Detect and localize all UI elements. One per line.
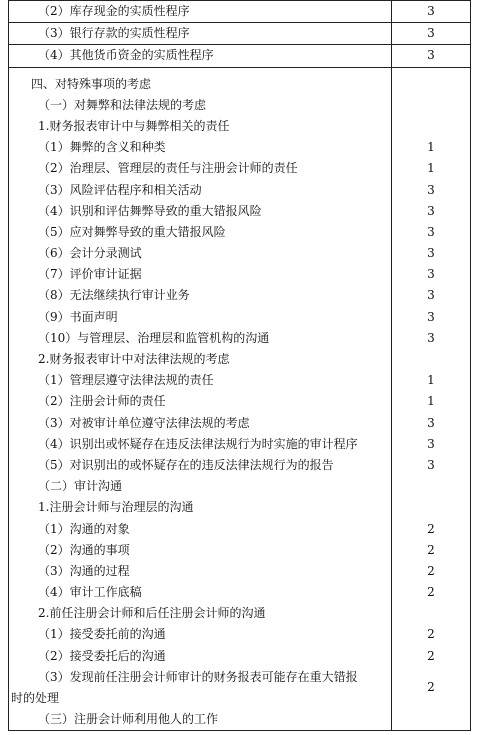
- level-value: 3: [427, 246, 435, 261]
- topic-line: （一）对舞弊和法律法规的考虑: [38, 97, 207, 112]
- level-value: 3: [427, 182, 435, 197]
- level-value: 3: [427, 436, 435, 451]
- topic-line: （7）评价审计证据: [38, 267, 142, 282]
- level-value: [392, 95, 470, 116]
- topic-line: （4）识别和评估舞弊导致的重大错报风险: [38, 203, 262, 218]
- topic-cell: [9, 1, 392, 23]
- topic-text: （4）其他货币资金的实质性程序: [38, 48, 214, 63]
- topic-line: （8）无法继续执行审计业务: [38, 288, 190, 303]
- topic-line: （3）对被审计单位遵守法律法规的考虑: [38, 415, 250, 430]
- level-value: 1: [427, 140, 435, 155]
- wrapped-topic-continuation: 时的处理: [11, 691, 60, 705]
- topic-line: 1.注册会计师与治理层的沟通: [38, 500, 194, 515]
- level-value: 2: [427, 627, 435, 642]
- level-value: 1: [427, 394, 435, 409]
- level-value: 3: [427, 415, 435, 430]
- level-value: [392, 603, 470, 624]
- syllabus-table: [8, 0, 471, 731]
- level-value: 3: [427, 26, 435, 41]
- topic-text: （2）库存现金的实质性程序: [38, 4, 190, 18]
- table-row: [9, 1, 471, 23]
- level-blank: [392, 74, 470, 95]
- level-value: [392, 476, 470, 497]
- level-value: 3: [427, 457, 435, 472]
- level-value: 1: [427, 373, 435, 388]
- topic-line: （10）与管理层、治理层和监管机构的沟通: [38, 330, 270, 345]
- level-value: 3: [427, 330, 435, 345]
- level-value: 2: [427, 542, 435, 557]
- topic-line: （4）识别出或怀疑存在违反法律法规行为时实施的审计程序: [38, 436, 358, 451]
- topic-line: （4）审计工作底稿: [38, 585, 142, 600]
- level-value: 1: [427, 161, 435, 176]
- section-level-cell: [392, 67, 471, 731]
- level-value: 3: [427, 224, 435, 239]
- level-cell: [392, 45, 471, 67]
- level-value: 2: [427, 521, 435, 536]
- level-value: 2: [427, 585, 435, 600]
- section-row: [9, 67, 471, 731]
- topic-line: （2）注册会计师的责任: [38, 394, 166, 409]
- level-value: 3: [427, 267, 435, 282]
- topic-lines: [9, 95, 391, 667]
- level-value: [392, 497, 470, 518]
- topic-line: （1）沟通的对象: [38, 521, 130, 536]
- topic-line: （9）书面声明: [38, 309, 118, 324]
- topic-line: （2）治理层、管理层的责任与注册会计师的责任: [38, 161, 298, 176]
- level-value: 2: [427, 563, 435, 578]
- topic-line: （3）风险评估程序和相关活动: [38, 182, 202, 197]
- section-topic-cell: [9, 67, 392, 731]
- level-value: 3: [427, 309, 435, 324]
- wrapped-topic-line: （3）发现前任注册会计师审计的财务报表可能存在重大错报: [38, 669, 358, 684]
- level-lines: [392, 95, 470, 667]
- topic-line: （6）会计分录测试: [38, 246, 142, 261]
- level-value: [392, 349, 470, 370]
- level-value: 3: [427, 4, 435, 18]
- subsection-heading: （三）注册会计师利用他人的工作: [38, 712, 219, 727]
- level-value: 3: [427, 288, 435, 303]
- topic-cell: [9, 45, 392, 67]
- topic-line: （5）对识别出的或怀疑存在的违反法律法规行为的报告: [38, 457, 334, 472]
- topic-line: （2）接受委托后的沟通: [38, 648, 166, 663]
- level-value: 2: [427, 648, 435, 663]
- section-heading: 四、对特殊事项的考虑: [31, 76, 152, 91]
- topic-line: 2.财务报表审计中对法律法规的考虑: [38, 352, 230, 366]
- table-row: [9, 23, 471, 45]
- level-value: [392, 116, 470, 137]
- topic-line: （2）沟通的事项: [38, 542, 130, 557]
- level-cell: [392, 23, 471, 45]
- topic-line: （1）接受委托前的沟通: [38, 627, 166, 642]
- level-value: 3: [427, 203, 435, 218]
- level-cell: [392, 1, 471, 23]
- topic-line: 1.财务报表审计中与舞弊相关的责任: [38, 118, 230, 133]
- topic-line: （1）管理层遵守法律法规的责任: [38, 373, 214, 388]
- topic-line: （1）舞弊的含义和种类: [38, 140, 166, 155]
- topic-text: （3）银行存款的实质性程序: [38, 26, 190, 41]
- syllabus-document: [8, 0, 470, 731]
- topic-cell: [9, 23, 392, 45]
- table-row: [9, 45, 471, 67]
- topic-line: （二）审计沟通: [38, 479, 123, 494]
- topic-line: （5）应对舞弊导致的重大错报风险: [38, 224, 226, 239]
- level-value: 3: [427, 48, 435, 63]
- topic-line: 2.前任注册会计师和后任注册会计师的沟通: [38, 606, 266, 621]
- level-value: 2: [427, 679, 435, 694]
- topic-line: （3）沟通的过程: [38, 563, 130, 578]
